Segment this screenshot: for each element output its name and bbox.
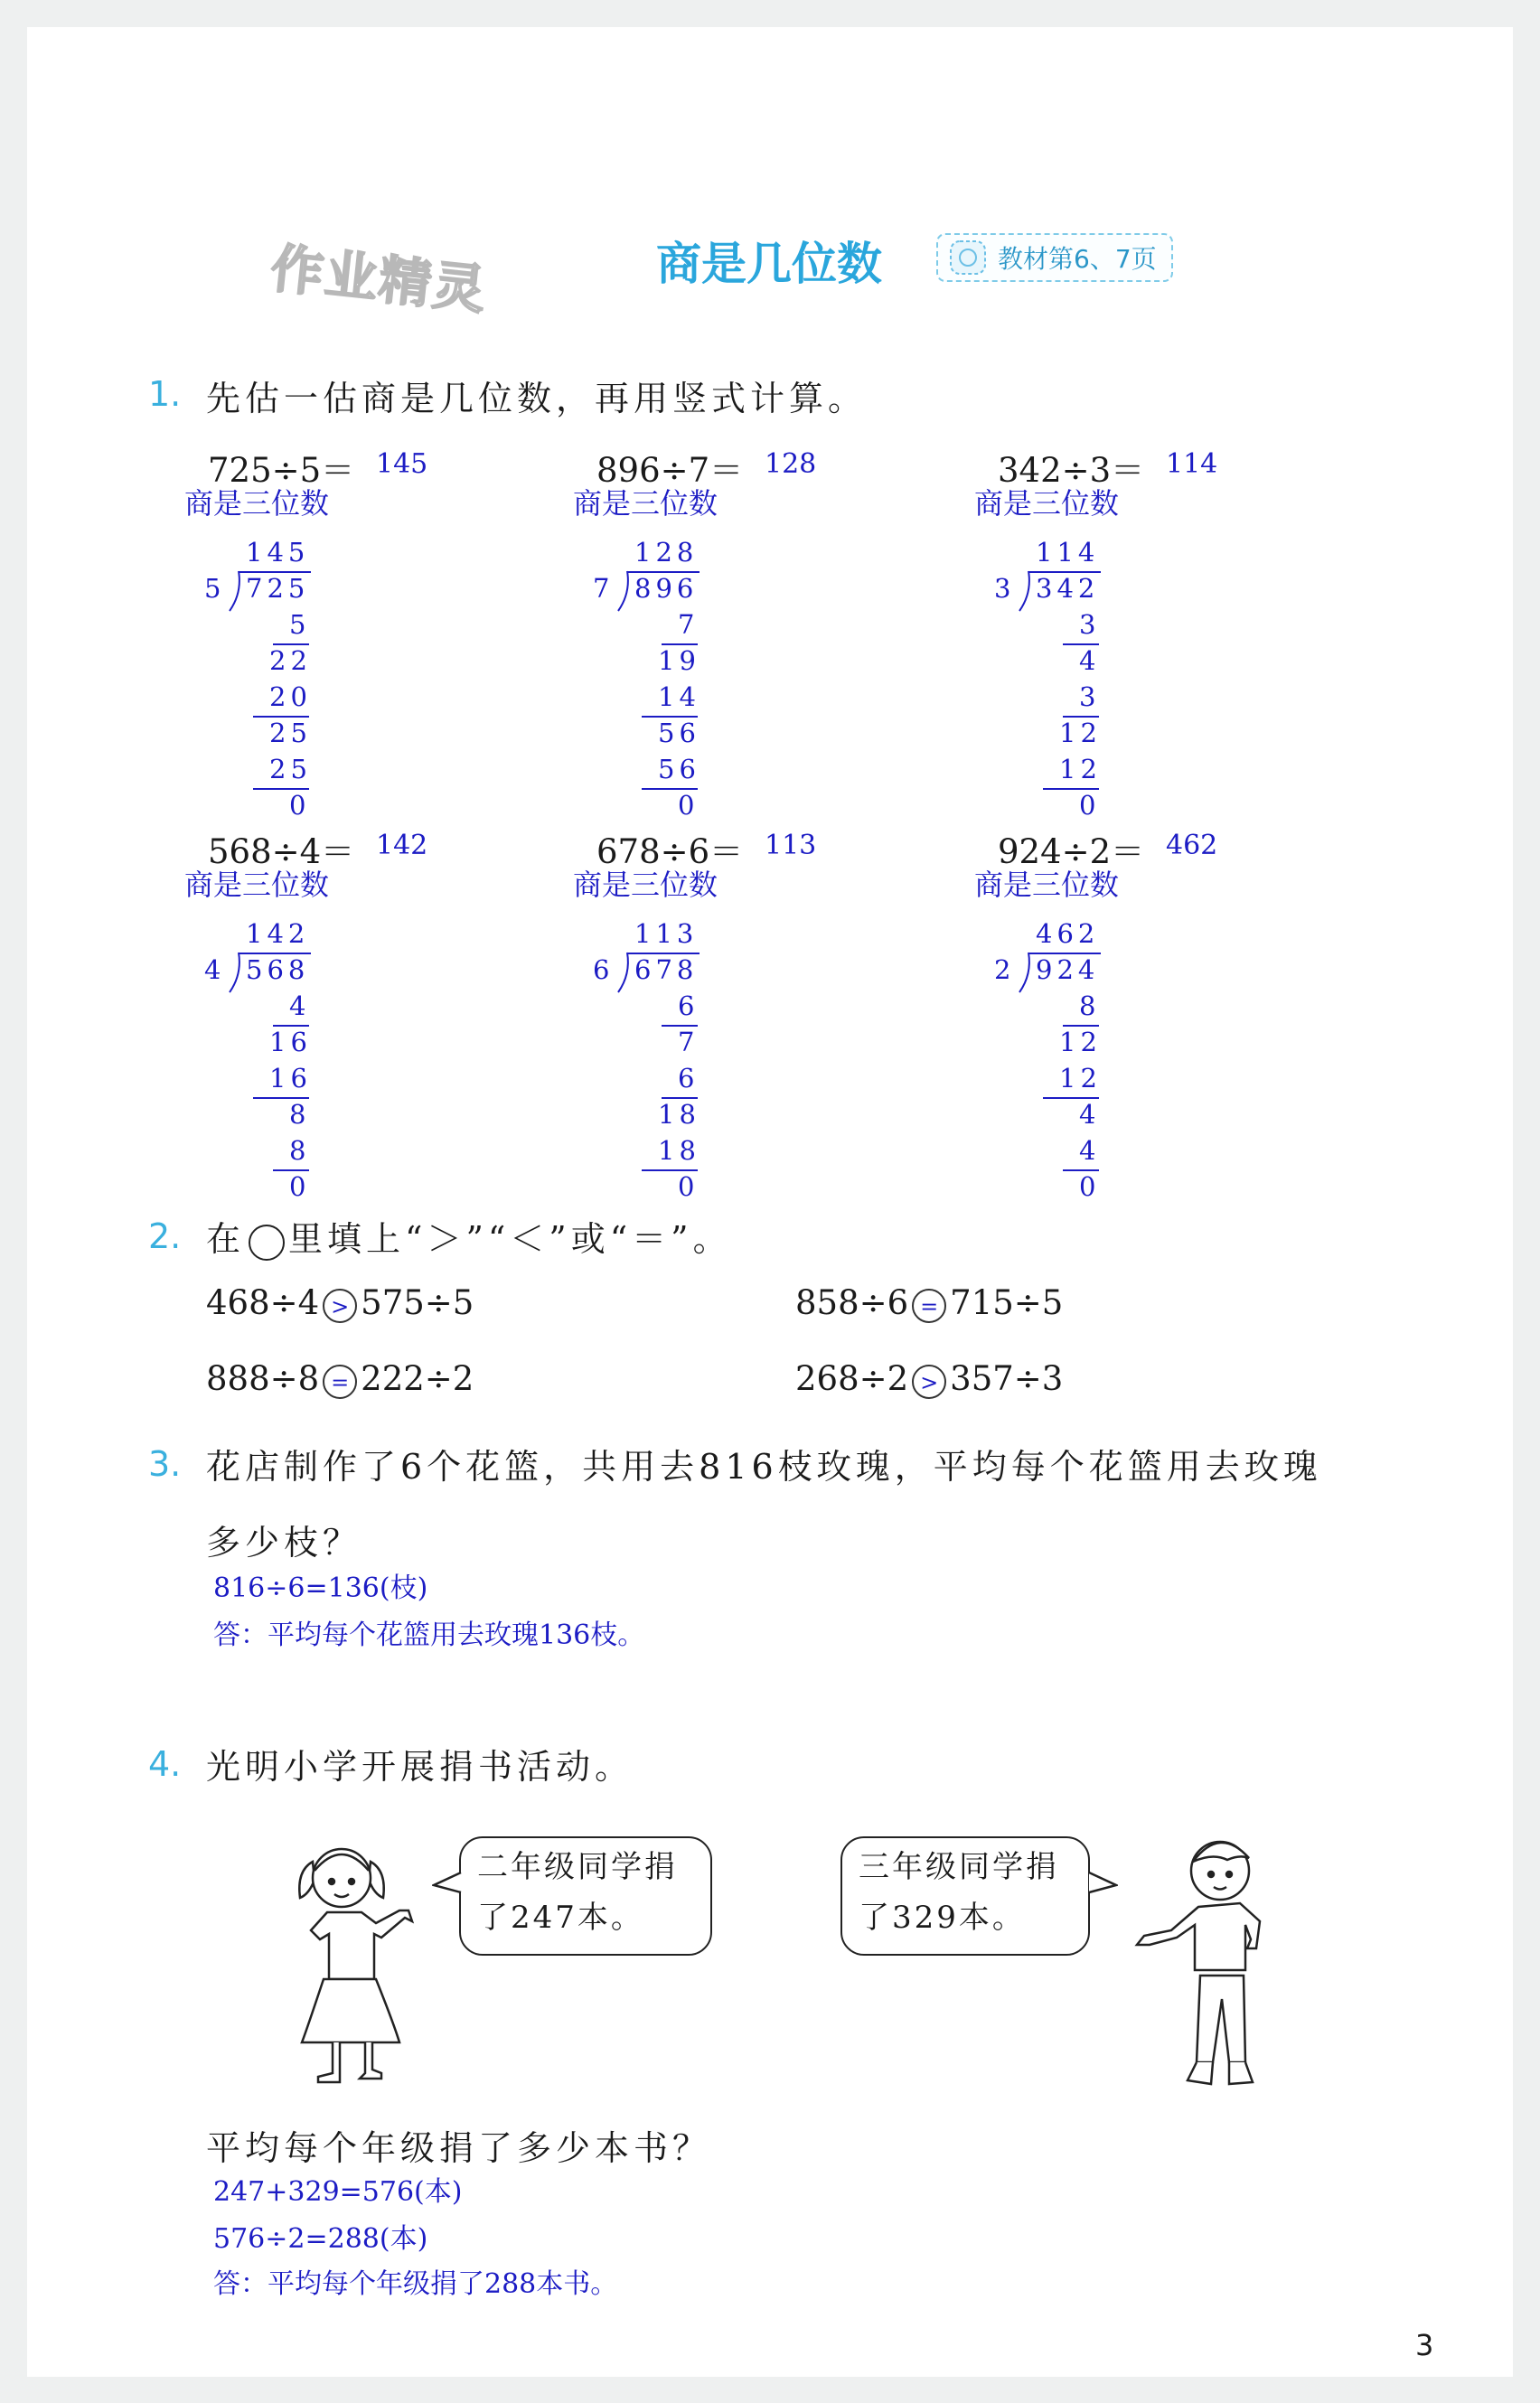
- divisor: 2: [994, 954, 1016, 985]
- division-step: 12: [1059, 754, 1102, 784]
- division-step: 18: [658, 1135, 700, 1166]
- comparison-item: [795, 1283, 1063, 1323]
- division-bracket-line: [239, 953, 311, 954]
- book-icon: [947, 238, 989, 277]
- dividend: 568: [246, 954, 310, 985]
- division-bracket-curve: [1016, 569, 1034, 615]
- division-step: 6: [678, 1063, 700, 1094]
- division-expression: 924÷2＝: [998, 832, 1145, 871]
- dividend: 342: [1036, 573, 1100, 604]
- division-step: 56: [658, 718, 700, 748]
- division-bracket-line: [1028, 953, 1101, 954]
- division-step: 0: [289, 1171, 311, 1202]
- division-step: 3: [1079, 681, 1101, 712]
- comparison-right: 357÷3: [950, 1359, 1064, 1398]
- comparison-right: 715÷5: [950, 1283, 1064, 1322]
- dividend: 896: [634, 573, 699, 604]
- division-step: 5: [289, 609, 311, 640]
- division-expression: 896÷7＝: [596, 451, 744, 490]
- estimate-label: 商是三位数: [974, 486, 1120, 521]
- division-step: 25: [269, 718, 312, 748]
- division-step: 0: [678, 790, 700, 821]
- divisor: 3: [994, 573, 1016, 604]
- bubble-left-line-2: 了247本。: [477, 1900, 644, 1936]
- blank-circle-icon: [249, 1225, 285, 1261]
- comparison-left: 858÷6: [795, 1283, 909, 1322]
- division-step: 12: [1059, 718, 1102, 748]
- q4-text: 光明小学开展捐书活动。: [206, 1747, 634, 1787]
- division-step: 8: [289, 1135, 311, 1166]
- division-step: 0: [289, 790, 311, 821]
- speech-bubble-left: [459, 1836, 712, 1956]
- division-step: 3: [1079, 609, 1101, 640]
- q3-answer-line-2: 答：平均每个花篮用去玫瑰136枝。: [213, 1619, 645, 1651]
- textbook-reference: [936, 233, 1173, 282]
- q1-text: 先估一估商是几位数，再用竖式计算。: [206, 379, 868, 418]
- speech-bubble-right: [840, 1836, 1090, 1956]
- division-step: 7: [678, 1027, 700, 1057]
- bubble-left-line-1: 二年级同学捐: [477, 1849, 678, 1885]
- division-step: 16: [269, 1063, 312, 1094]
- divisor: 6: [593, 954, 615, 985]
- q3-answer-line-1: 816÷6=136(枝): [213, 1572, 428, 1604]
- division-answer: 142: [376, 830, 428, 861]
- quotient-digits: 114: [1036, 537, 1100, 568]
- dividend: 725: [246, 573, 310, 604]
- quotient-digits: 142: [246, 918, 310, 949]
- comparison-right: 575÷5: [361, 1283, 474, 1322]
- comparison-left: 268÷2: [795, 1359, 909, 1398]
- division-bracket-line: [1028, 571, 1101, 573]
- estimate-label: 商是三位数: [974, 868, 1120, 902]
- division-step: 0: [1079, 790, 1101, 821]
- division-bracket-curve: [1016, 951, 1034, 996]
- division-step: 12: [1059, 1027, 1102, 1057]
- division-step: 25: [269, 754, 312, 784]
- division-answer: 462: [1166, 830, 1218, 861]
- estimate-label: 商是三位数: [573, 486, 718, 521]
- dividend: 924: [1036, 954, 1100, 985]
- divisor: 7: [593, 573, 615, 604]
- q2-number: 2.: [148, 1216, 182, 1256]
- division-answer: 128: [765, 448, 817, 480]
- quotient-digits: 113: [634, 918, 699, 949]
- estimate-label: 商是三位数: [573, 868, 718, 902]
- comparison-left: 888÷8: [206, 1359, 320, 1398]
- q4-answer-line-3: 答：平均每个年级捐了288本书。: [213, 2268, 618, 2300]
- q2-instruction: [206, 1211, 732, 1261]
- comparison-item: [795, 1359, 1063, 1399]
- comparison-left: 468÷4: [206, 1283, 320, 1322]
- division-bracket-line: [627, 953, 700, 954]
- division-step: 4: [289, 990, 311, 1021]
- watermark: 作业精灵: [268, 237, 491, 322]
- comparison-sign: >: [323, 1289, 357, 1323]
- reference-text: 教材第6、7页: [998, 244, 1157, 274]
- comparison-sign: =: [912, 1289, 946, 1323]
- quotient-digits: 462: [1036, 918, 1100, 949]
- division-expression: 568÷4＝: [208, 832, 355, 871]
- comparison-item: [206, 1359, 474, 1399]
- q3-number: 3.: [148, 1444, 182, 1484]
- division-answer: 113: [765, 830, 817, 861]
- division-step: 4: [1079, 1099, 1101, 1130]
- q4-number: 4.: [148, 1744, 182, 1784]
- division-step: 56: [658, 754, 700, 784]
- estimate-label: 商是三位数: [184, 486, 330, 521]
- division-step: 4: [1079, 645, 1101, 676]
- division-step: 20: [269, 681, 312, 712]
- q4-question: 平均每个年级捐了多少本书？: [206, 2128, 712, 2168]
- division-step: 22: [269, 645, 312, 676]
- comparison-sign: =: [323, 1365, 357, 1399]
- division-step: 8: [289, 1099, 311, 1130]
- comparison-right: 222÷2: [361, 1359, 474, 1398]
- estimate-label: 商是三位数: [184, 868, 330, 902]
- quotient-digits: 128: [634, 537, 699, 568]
- bubble-right-line-2: 了329本。: [859, 1900, 1026, 1936]
- division-step: 12: [1059, 1063, 1102, 1094]
- division-bracket-curve: [226, 569, 244, 615]
- division-step: 19: [658, 645, 700, 676]
- division-step: 16: [269, 1027, 312, 1057]
- boy-illustration: [1130, 1826, 1274, 2097]
- q4-answer-line-2: 576÷2=288(本): [213, 2223, 428, 2255]
- division-expression: 342÷3＝: [998, 451, 1145, 490]
- bubble-left-tail: [432, 1869, 463, 1896]
- page-title: 商是几位数: [656, 238, 882, 290]
- q3-line2: 多少枝？: [206, 1523, 362, 1563]
- division-answer: 145: [376, 448, 428, 480]
- q2-text-before: 在: [206, 1219, 246, 1259]
- division-bracket-curve: [226, 951, 244, 996]
- divisor: 5: [204, 573, 226, 604]
- q3-line1: 花店制作了6个花篮，共用去816枝玫瑰，平均每个花篮用去玫瑰: [206, 1447, 1322, 1487]
- division-step: 18: [658, 1099, 700, 1130]
- quotient-digits: 145: [246, 537, 310, 568]
- division-step: 4: [1079, 1135, 1101, 1166]
- division-step: 0: [1079, 1171, 1101, 1202]
- q2-text-after: 里填上“＞”“＜”或“＝”。: [288, 1219, 732, 1259]
- division-step: 8: [1079, 990, 1101, 1021]
- division-step: 14: [658, 681, 700, 712]
- division-step: 7: [678, 609, 700, 640]
- division-expression: 678÷6＝: [596, 832, 744, 871]
- q1-number: 1.: [148, 374, 182, 414]
- comparison-sign: >: [912, 1365, 946, 1399]
- division-bracket-line: [239, 571, 311, 573]
- bubble-right-tail: [1087, 1869, 1118, 1896]
- page-number: 3: [1415, 2328, 1434, 2362]
- division-expression: 725÷5＝: [208, 451, 355, 490]
- bubble-right-line-1: 三年级同学捐: [859, 1849, 1059, 1885]
- comparison-item: [206, 1283, 474, 1323]
- division-step: 0: [678, 1171, 700, 1202]
- division-answer: 114: [1166, 448, 1218, 480]
- q4-answer-line-1: 247+329=576(本): [213, 2176, 463, 2208]
- division-bracket-curve: [615, 951, 633, 996]
- girl-illustration: [287, 1835, 432, 2088]
- division-step: 6: [678, 990, 700, 1021]
- divisor: 4: [204, 954, 226, 985]
- division-bracket-curve: [615, 569, 633, 615]
- division-bracket-line: [627, 571, 700, 573]
- dividend: 678: [634, 954, 699, 985]
